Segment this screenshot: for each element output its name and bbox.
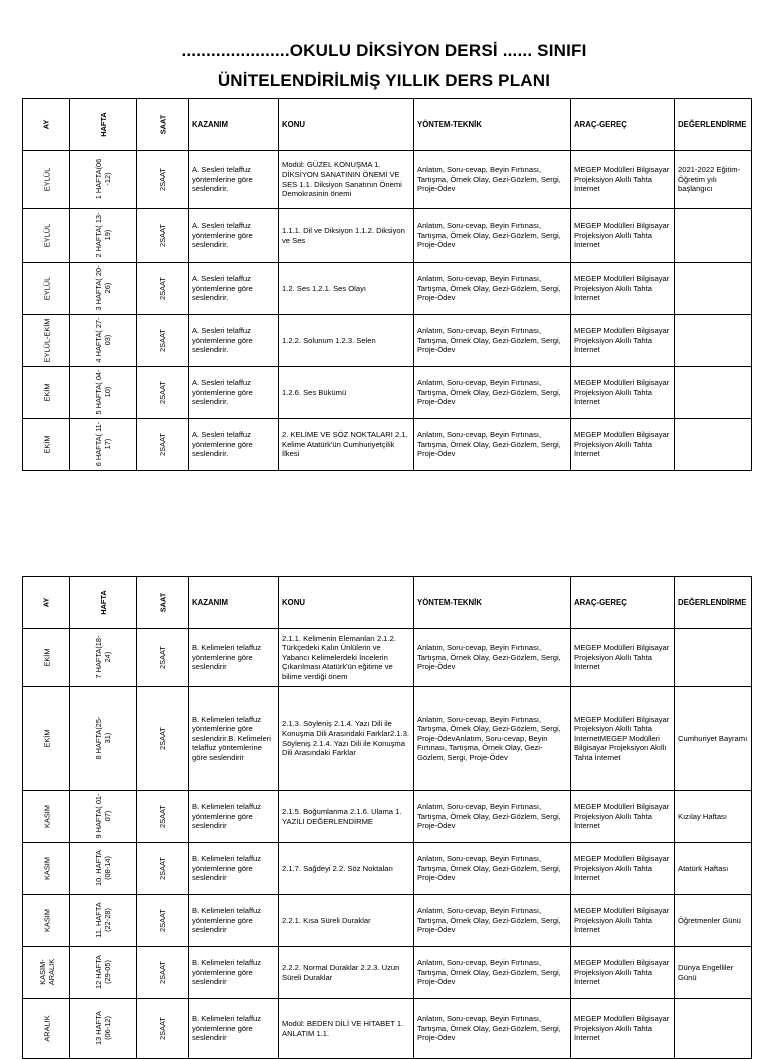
- cell-hafta-text: 6 HAFTA( 11-17): [94, 421, 112, 467]
- cell-hafta: [70, 367, 137, 419]
- table-header-row: [23, 99, 752, 151]
- cell-kazanim: A. Sesleri telaffuz yöntemlerine göre seslendirir.: [189, 315, 279, 367]
- cell-ay-text: EKİM: [42, 383, 52, 402]
- table-row: [23, 843, 752, 895]
- cell-kazanim: B. Kelimeleri telaffuz yöntemlerine göre seslendirir: [189, 629, 279, 687]
- cell-kazanim: A. Sesleri telaffuz yöntemlerine göre seslendirir.: [189, 209, 279, 263]
- cell-hafta-text: 4 HAFTA( 27-03): [94, 317, 112, 363]
- cell-hafta: [70, 999, 137, 1059]
- cell-saat-text: 2SAAT: [158, 167, 167, 191]
- cell-yontem: Anlatım, Soru-cevap, Beyin Fırtınası, Tartışma, Örnek Olay, Gezi-Gözlem, Sergi, Proje-Ödev: [414, 209, 571, 263]
- cell-ay-text: KASIM: [42, 804, 52, 828]
- table-row: [23, 151, 752, 209]
- cell-konu: 2.2.1. Kısa Süreli Duraklar: [279, 895, 414, 947]
- cell-degerlendirme: [675, 629, 752, 687]
- cell-ay: [23, 999, 70, 1059]
- cell-arac: MEGEP Modülleri Bilgisayar Projeksiyon Akıllı Tahta İnternet: [571, 895, 675, 947]
- cell-degerlendirme: [675, 367, 752, 419]
- header-saat: SAAT: [137, 577, 189, 629]
- table-row: [23, 791, 752, 843]
- cell-kazanim: B. Kelimeleri telaffuz yöntemlerine göre seslendirir.B. Kelimeleri telaffuz yöntemlerine göre seslendirir: [189, 687, 279, 791]
- header-degerlendirme: DEĞERLENDİRME: [675, 577, 752, 629]
- header-kazanim: KAZANIM: [189, 577, 279, 629]
- cell-hafta-text: 12 HAFTA (29-05): [94, 955, 112, 990]
- cell-kazanim: B. Kelimeleri telaffuz yöntemlerine göre seslendirir: [189, 791, 279, 843]
- cell-arac: MEGEP Modülleri Bilgisayar Projeksiyon Akıllı Tahta İnternet: [571, 629, 675, 687]
- header-konu: KONU: [279, 99, 414, 151]
- cell-arac: MEGEP Modülleri Bilgisayar Projeksiyon Akıllı Tahta İnternet: [571, 315, 675, 367]
- cell-degerlendirme: 2021-2022 Eğitim-Öğretim yılı başlangıcı: [675, 151, 752, 209]
- cell-konu: 2.1.5. Boğumlanma 2.1.6. Ulama 1. YAZILI DEĞERLENDİRME: [279, 791, 414, 843]
- table-row: [23, 687, 752, 791]
- cell-saat-text: 2SAAT: [158, 960, 167, 984]
- cell-ay-text: EKİM: [42, 729, 52, 748]
- cell-arac: MEGEP Modülleri Bilgisayar Projeksiyon Akıllı Tahta İnternet: [571, 419, 675, 471]
- header-yontem: YÖNTEM-TEKNİK: [414, 99, 571, 151]
- cell-saat-text: 2SAAT: [158, 856, 167, 880]
- cell-konu: 2.1.7. Sağdeyi 2.2. Söz Noktaları: [279, 843, 414, 895]
- cell-ay-text: EKİM: [42, 435, 52, 454]
- cell-yontem: Anlatım, Soru-cevap, Beyin Fırtınası, Tartışma, Örnek Olay, Gezi-Gözlem, Sergi, Proje-Ödev: [414, 419, 571, 471]
- cell-kazanim: B. Kelimeleri telaffuz yöntemlerine göre seslendirir: [189, 999, 279, 1059]
- table-body-1: [23, 151, 752, 471]
- cell-degerlendirme: Atatürk Haftası: [675, 843, 752, 895]
- cell-yontem: Anlatım, Soru-cevap, Beyin Fırtınası, Tartışma, Örnek Olay, Gezi-Gözlem, Sergi, Proje-Ödev: [414, 947, 571, 999]
- cell-degerlendirme: [675, 263, 752, 315]
- cell-hafta-text: 2 HAFTA( 13-19): [94, 212, 112, 258]
- cell-saat: [137, 947, 189, 999]
- table-header-row: [23, 577, 752, 629]
- cell-degerlendirme: Cumhuriyet Bayramı: [675, 687, 752, 791]
- cell-saat-text: 2SAAT: [158, 432, 167, 456]
- table-row: [23, 999, 752, 1059]
- cell-hafta-text: 11. HAFTA (22-28): [94, 902, 112, 938]
- cell-ay: [23, 419, 70, 471]
- table-row: [23, 367, 752, 419]
- cell-saat: [137, 999, 189, 1059]
- table-row: [23, 629, 752, 687]
- cell-yontem: Anlatım, Soru-cevap, Beyin Fırtınası, Tartışma, Örnek Olay, Gezi-Gözlem, Sergi, Proje-Ödev: [414, 999, 571, 1059]
- cell-saat: [137, 367, 189, 419]
- cell-konu: 1.2.2. Solunum 1.2.3. Selen: [279, 315, 414, 367]
- cell-hafta: [70, 629, 137, 687]
- cell-saat: [137, 843, 189, 895]
- cell-saat-text: 2SAAT: [158, 223, 167, 247]
- cell-ay: [23, 629, 70, 687]
- cell-kazanim: A. Sesleri telaffuz yöntemlerine göre seslendirir.: [189, 367, 279, 419]
- cell-hafta: [70, 263, 137, 315]
- cell-ay-text: ARALIK: [42, 1015, 52, 1042]
- cell-saat-text: 2SAAT: [158, 645, 167, 669]
- cell-ay-text: EYLÜL: [42, 223, 52, 247]
- header-yontem: YÖNTEM-TEKNİK: [414, 577, 571, 629]
- cell-hafta: [70, 315, 137, 367]
- cell-saat-text: 2SAAT: [158, 908, 167, 932]
- cell-ay-text: EKİM: [42, 648, 52, 667]
- cell-yontem: Anlatım, Soru-cevap, Beyin Fırtınası, Tartışma, Örnek Olay, Gezi-Gözlem, Sergi, Proje-Ödev: [414, 315, 571, 367]
- header-kazanim: KAZANIM: [189, 99, 279, 151]
- cell-ay: [23, 367, 70, 419]
- table-row: [23, 315, 752, 367]
- title-line-2: ÜNİTELENDİRİLMİŞ YILLIK DERS PLANI: [217, 71, 551, 90]
- cell-hafta-text: 8 HAFTA(25-31): [94, 716, 112, 760]
- cell-yontem: Anlatım, Soru-cevap, Beyin Fırtınası, Tartışma, Örnek Olay, Gezi-Gözlem, Sergi, Proje-Ödev: [414, 263, 571, 315]
- cell-hafta-text: 9 HAFTA( 01-07): [94, 793, 112, 839]
- cell-ay: [23, 151, 70, 209]
- cell-saat-text: 2SAAT: [158, 328, 167, 352]
- table-row: [23, 209, 752, 263]
- cell-saat-text: 2SAAT: [158, 1016, 167, 1040]
- cell-ay: [23, 263, 70, 315]
- cell-ay-text: KASIM-ARALIK: [38, 959, 56, 986]
- cell-ay: [23, 687, 70, 791]
- cell-ay: [23, 315, 70, 367]
- cell-arac: MEGEP Modülleri Bilgisayar Projeksiyon Akıllı Tahta İnternet: [571, 843, 675, 895]
- header-arac: ARAÇ-GEREÇ: [571, 577, 675, 629]
- cell-arac: MEGEP Modülleri Bilgisayar Projeksiyon Akıllı Tahta İnternet: [571, 263, 675, 315]
- cell-konu: 1.2. Ses 1.2.1. Ses Olayı: [279, 263, 414, 315]
- cell-hafta-text: 3 HAFTA( 20-26): [94, 265, 112, 311]
- cell-saat: [137, 791, 189, 843]
- header-ay: AY: [23, 577, 70, 629]
- cell-arac: MEGEP Modülleri Bilgisayar Projeksiyon Akıllı Tahta İnternet: [571, 947, 675, 999]
- cell-kazanim: A. Sesleri telaffuz yöntemlerine göre seslendirir.: [189, 419, 279, 471]
- cell-saat: [137, 629, 189, 687]
- plan-table-2: [22, 576, 752, 1059]
- cell-konu: 2. KELİME VE SÖZ NOKTALARI 2.1. Kelime Atatürk'ün Cumhuriyetçilik İlkesi: [279, 419, 414, 471]
- cell-ay: [23, 947, 70, 999]
- cell-konu: 1.2.6. Ses Bükümü: [279, 367, 414, 419]
- cell-saat-text: 2SAAT: [158, 726, 167, 750]
- cell-arac: MEGEP Modülleri Bilgisayar Projeksiyon Akıllı Tahta İnternet: [571, 151, 675, 209]
- cell-kazanim: B. Kelimeleri telaffuz yöntemlerine göre seslendirir: [189, 843, 279, 895]
- cell-yontem: Anlatım, Soru-cevap, Beyin Fırtınası, Tartışma, Örnek Olay, Gezi-Gözlem, Sergi, Proje-Ödev: [414, 367, 571, 419]
- cell-hafta: [70, 843, 137, 895]
- header-saat: SAAT: [137, 99, 189, 151]
- cell-ay-text: KASIM: [42, 908, 52, 932]
- cell-hafta: [70, 209, 137, 263]
- cell-arac: MEGEP Modülleri Bilgisayar Projeksiyon Akıllı Tahta İnternetMEGEP Modülleri Bilgisayar Projeksiyon Akıllı Tahta İnternet: [571, 687, 675, 791]
- cell-hafta: [70, 419, 137, 471]
- cell-degerlendirme: [675, 999, 752, 1059]
- cell-saat: [137, 209, 189, 263]
- cell-saat-text: 2SAAT: [158, 804, 167, 828]
- cell-saat: [137, 687, 189, 791]
- header-konu: KONU: [279, 577, 414, 629]
- cell-ay: [23, 791, 70, 843]
- cell-ay: [23, 895, 70, 947]
- cell-konu: Modül: BEDEN DİLİ VE HİTABET 1. ANLATIM 1.1.: [279, 999, 414, 1059]
- cell-kazanim: B. Kelimeleri telaffuz yöntemlerine göre seslendirir: [189, 895, 279, 947]
- document-title: [0, 36, 768, 96]
- cell-yontem: Anlatım, Soru-cevap, Beyin Fırtınası, Tartışma, Örnek Olay, Gezi-Gözlem, Sergi, Proje-Ödev: [414, 895, 571, 947]
- cell-saat: [137, 151, 189, 209]
- cell-yontem: Anlatım, Soru-cevap, Beyin Fırtınası, Tartışma, Örnek Olay, Gezi-Gözlem, Sergi, Proje-Ödev: [414, 791, 571, 843]
- cell-degerlendirme: Kızılay Haftası: [675, 791, 752, 843]
- table-row: [23, 895, 752, 947]
- cell-yontem: Anlatım, Soru-cevap, Beyin Fırtınası, Tartışma, Örnek Olay, Gezi-Gözlem, Sergi, Proje-Ödev: [414, 151, 571, 209]
- cell-hafta: [70, 791, 137, 843]
- cell-konu: 2.1.1. Kelimenin Elemanları 2.1.2. Türkçedeki Kalın Ünlülerin ve Yabancı Kelimelerdeki İncelerin Çıkarılması Atatürk'ün eğitime ve bilime verdiği önem: [279, 629, 414, 687]
- cell-degerlendirme: [675, 315, 752, 367]
- cell-ay-text: EYLÜL: [42, 167, 52, 191]
- cell-arac: MEGEP Modülleri Bilgisayar Projeksiyon Akıllı Tahta İnternet: [571, 791, 675, 843]
- cell-yontem: Anlatım, Soru-cevap, Beyin Fırtınası, Tartışma, Örnek Olay, Gezi-Gözlem, Sergi, Proje-ÖdevAnlatım, Soru-cevap, Beyin Fırtınası, Tartışma, Örnek Olay, Gezi-Gözlem, Sergi, Proje-Ödev: [414, 687, 571, 791]
- cell-arac: MEGEP Modülleri Bilgisayar Projeksiyon Akıllı Tahta İnternet: [571, 209, 675, 263]
- cell-degerlendirme: [675, 419, 752, 471]
- cell-hafta-text: 10. HAFTA (08-14): [94, 850, 112, 887]
- table-row: [23, 419, 752, 471]
- cell-konu: Modül: GÜZEL KONUŞMA 1. DİKSİYON SANATININ ÖNEMİ VE SES 1.1. Diksiyon Sanatının Önemi Demokrasinin önemi: [279, 151, 414, 209]
- cell-kazanim: A. Sesleri telaffuz yöntemlerine göre seslendirir.: [189, 151, 279, 209]
- cell-saat-text: 2SAAT: [158, 380, 167, 404]
- cell-saat-text: 2SAAT: [158, 276, 167, 300]
- table-row: [23, 947, 752, 999]
- cell-ay-text: EYLÜL-EKİM: [42, 318, 52, 363]
- cell-hafta: [70, 895, 137, 947]
- cell-ay: [23, 843, 70, 895]
- cell-saat: [137, 263, 189, 315]
- cell-hafta: [70, 947, 137, 999]
- cell-arac: MEGEP Modülleri Bilgisayar Projeksiyon Akıllı Tahta İnternet: [571, 999, 675, 1059]
- header-hafta: HAFTA: [70, 99, 137, 151]
- cell-kazanim: A. Sesleri telaffuz yöntemlerine göre seslendirir.: [189, 263, 279, 315]
- cell-hafta-text: 7 HAFTA(18-24): [94, 635, 112, 679]
- header-ay: AY: [23, 99, 70, 151]
- cell-konu: 2.1.3. Söyleniş 2.1.4. Yazı Dili ile Konuşma Dili Arasındaki Farklar2.1.3. Söyleniş 2.1.4. Yazı Dili ile Konuşma Dili Arasındaki Farklar: [279, 687, 414, 791]
- cell-konu: 2.2.2. Normal Duraklar 2.2.3. Uzun Süreli Duraklar: [279, 947, 414, 999]
- cell-hafta-text: 13 HAFTA (06-12): [94, 1011, 112, 1046]
- plan-table-1: [22, 98, 752, 471]
- header-hafta: HAFTA: [70, 577, 137, 629]
- header-degerlendirme: DEĞERLENDİRME: [675, 99, 752, 151]
- header-arac: ARAÇ-GEREÇ: [571, 99, 675, 151]
- cell-ay-text: EYLÜL: [42, 276, 52, 300]
- cell-kazanim: B. Kelimeleri telaffuz yöntemlerine göre seslendirir: [189, 947, 279, 999]
- cell-degerlendirme: Dünya Engelliler Günü: [675, 947, 752, 999]
- cell-degerlendirme: Öğretmenler Günü: [675, 895, 752, 947]
- cell-hafta: [70, 151, 137, 209]
- cell-saat: [137, 419, 189, 471]
- table-row: [23, 263, 752, 315]
- cell-ay: [23, 209, 70, 263]
- cell-yontem: Anlatım, Soru-cevap, Beyin Fırtınası, Tartışma, Örnek Olay, Gezi-Gözlem, Sergi, Proje-Ödev: [414, 843, 571, 895]
- cell-degerlendirme: [675, 209, 752, 263]
- title-line-1: ......................OKULU DİKSİYON DERSİ ...... SINIFI: [181, 41, 587, 60]
- cell-hafta: [70, 687, 137, 791]
- cell-saat: [137, 895, 189, 947]
- table-body-2: [23, 629, 752, 1059]
- cell-konu: 1.1.1. Dil ve Diksiyon 1.1.2. Diksiyon ve Ses: [279, 209, 414, 263]
- cell-ay-text: KASIM: [42, 856, 52, 880]
- cell-hafta-text: 1 HAFTA(06 -12): [94, 158, 112, 200]
- cell-saat: [137, 315, 189, 367]
- cell-arac: MEGEP Modülleri Bilgisayar Projeksiyon Akıllı Tahta İnternet: [571, 367, 675, 419]
- cell-yontem: Anlatım, Soru-cevap, Beyin Fırtınası, Tartışma, Örnek Olay, Gezi-Gözlem, Sergi, Proje-Ödev: [414, 629, 571, 687]
- cell-hafta-text: 5 HAFTA( 04-10): [94, 369, 112, 415]
